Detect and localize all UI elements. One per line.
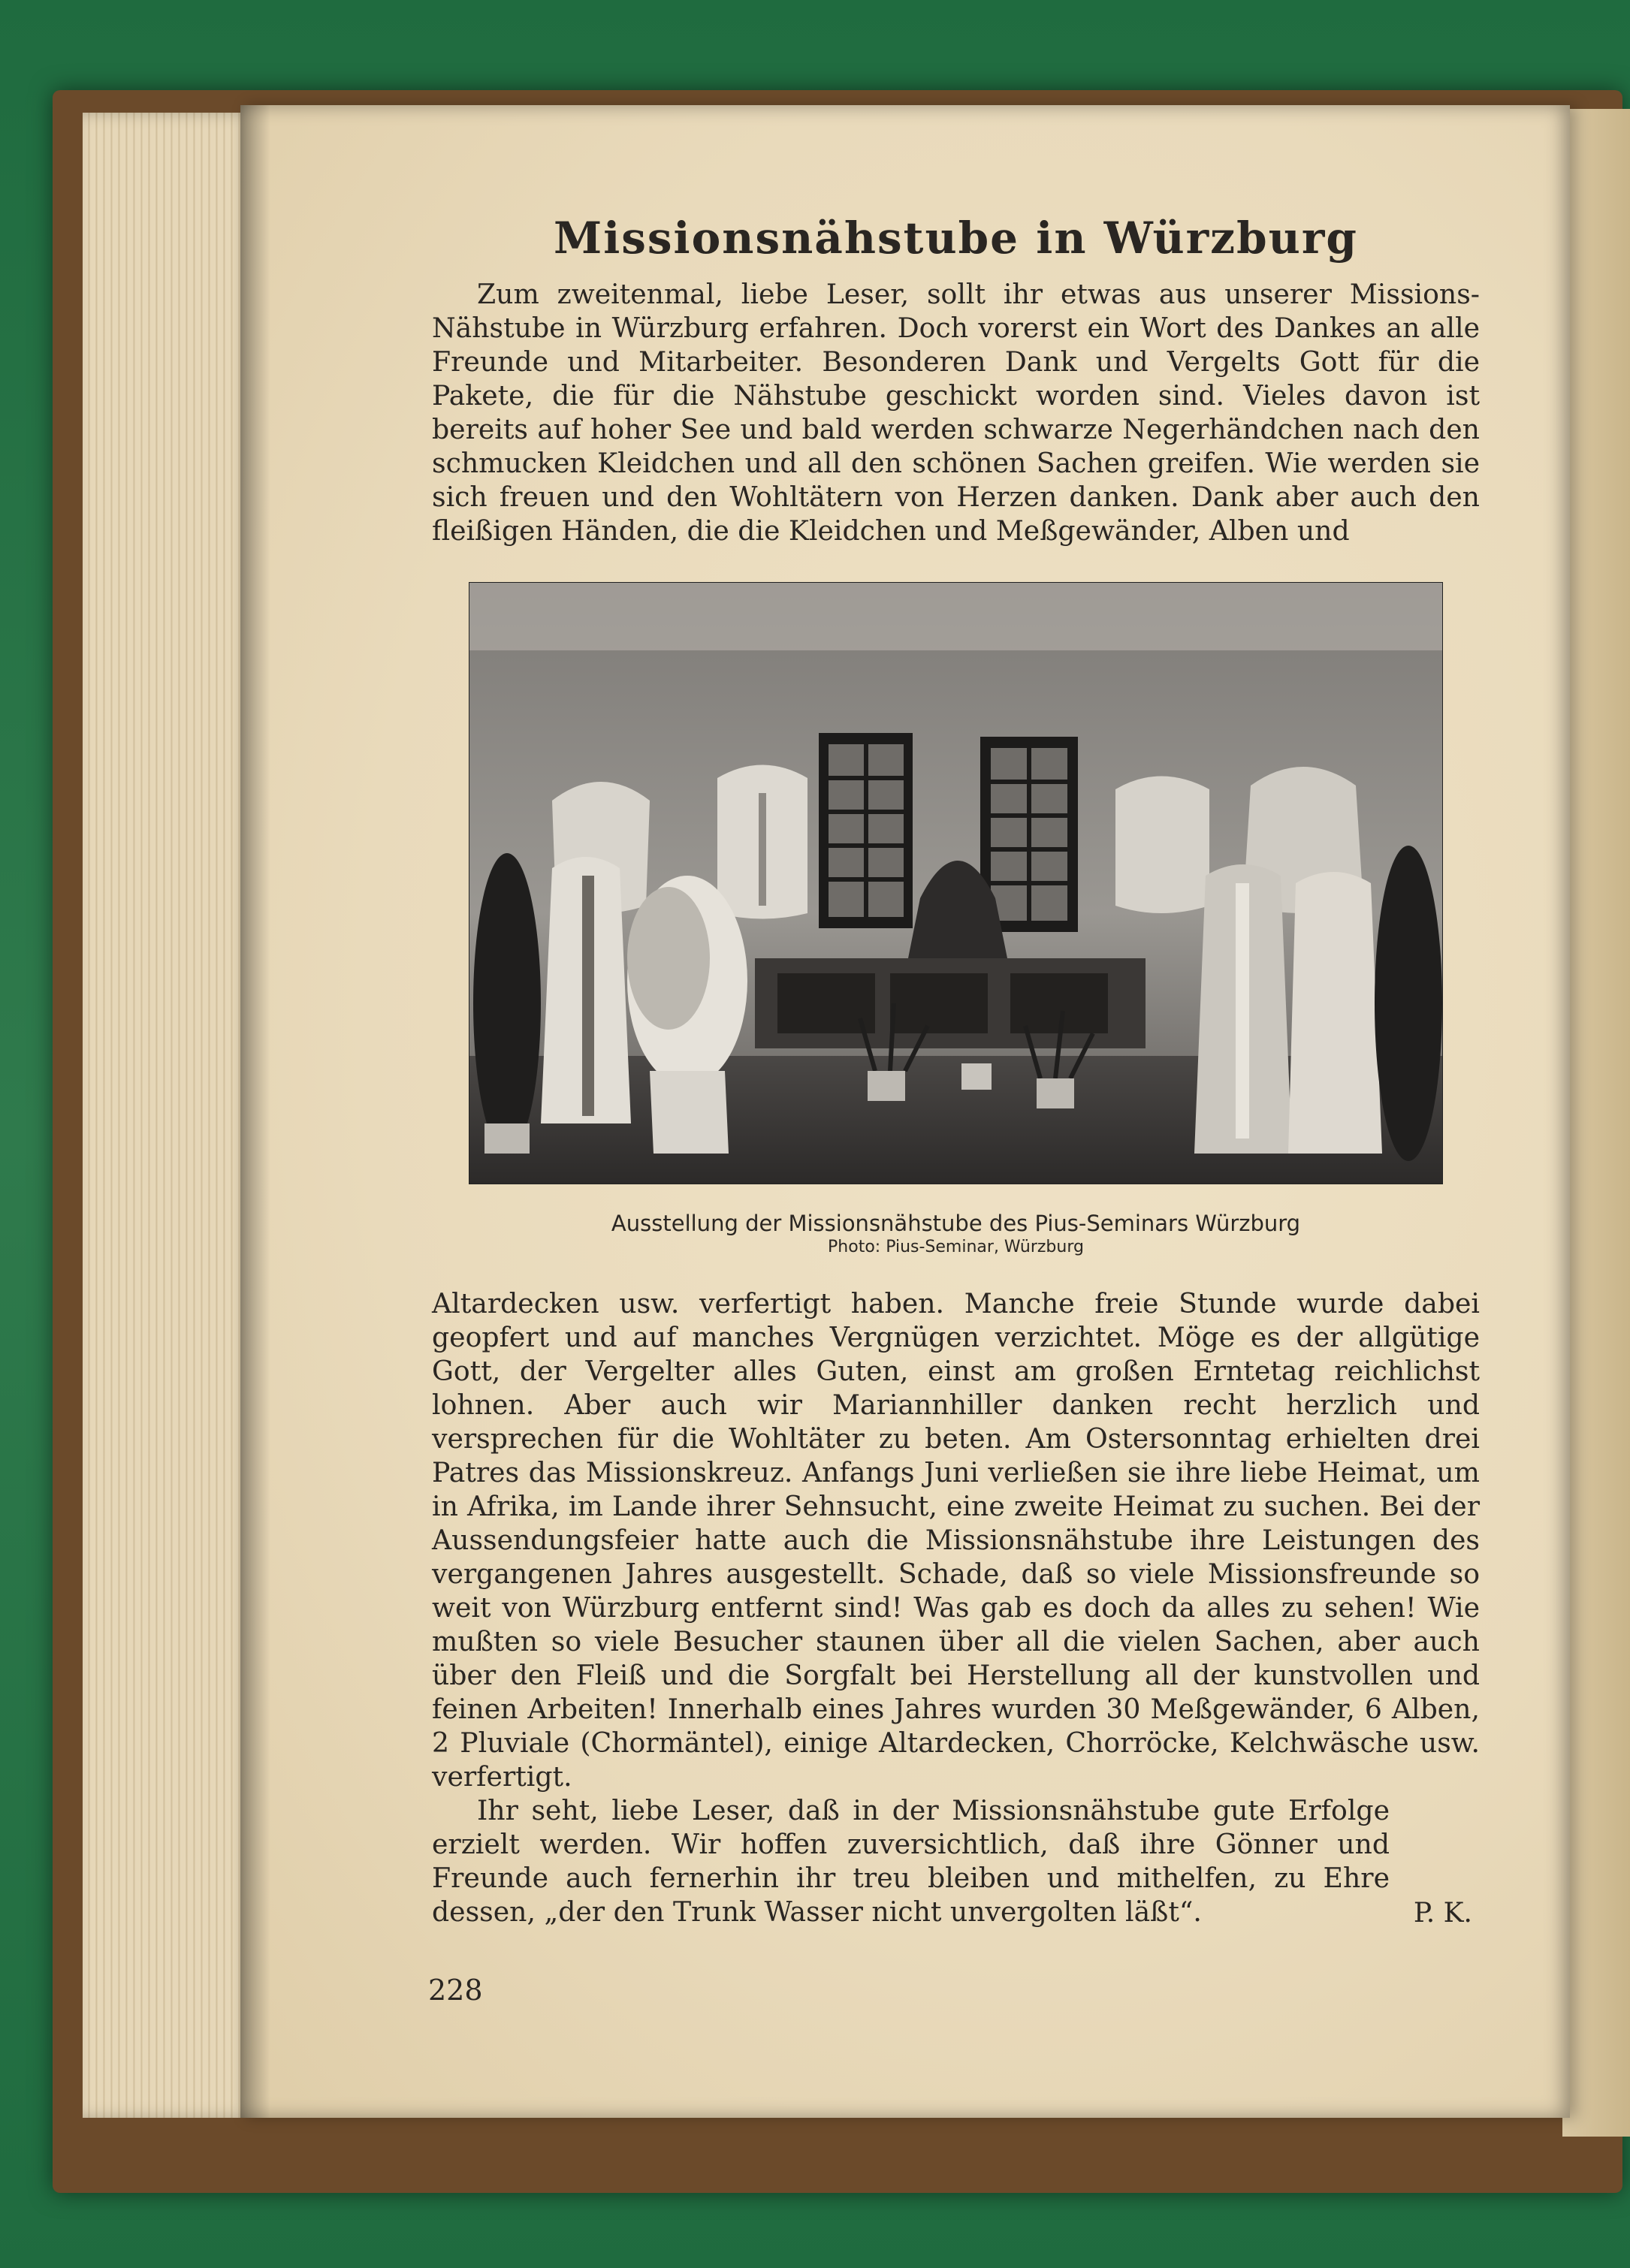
paragraph-closing: Ihr seht, liebe Leser, daß in der Missionsnähstube gute Erfolge erzielt werden. Wir hoffen zuversichtlich, daß ihre Gönner und Freunde auch fernerhin ihr treu bleiben und mithelfen, zu Ehre dessen, „der den Trunk Wasser nicht unvergolten läßt“. [432,1793,1390,1928]
page-gutter-shadow [240,105,270,2118]
paragraph-body: Altardecken usw. verfertigt haben. Manche freie Stunde wurde dabei geopfert und auf manches Vergnügen verzichtet. Möge es der allgütige Gott, der Vergelter alles Guten, einst am großen Erntetag reichlichst lohnen. Aber auch wir Mariannhiller danken recht herzlich und versprechen für die Wohltäter zu beten. Am Ostersonntag erhielten drei Patres das Missionskreuz. Anfangs Juni verließen sie ihre liebe Heimat, um in Afrika, im Lande ihrer Sehnsucht, eine zweite Heimat zu suchen. Bei der Aussendungsfeier hatte auch die Missionsnähstube ihre Leistungen des vergangenen Jahres ausgestellt. Schade, daß so viele Missionsfreunde so weit von Würzburg entfernt sind! Was gab es doch da alles zu sehen! Wie mußten so viele Besucher staunen über all die vielen Sachen, aber auch über den Fleiß und die Sorgfalt bei Herstellung all der kunstvollen und feinen Arbeiten! Innerhalb eines Jahres wurden 30 Meßgewänder, 6 Alben, 2 Pluviale (Chormäntel), einige Altardecken, Chorröcke, Kelchwäsche usw. verfertigt. [432,1286,1480,1793]
author-signature: P. K. [1413,1897,1472,1929]
exhibition-photo-illustration [469,583,1442,1184]
article-title: Missionsnähstube in Würzburg [554,213,1358,264]
book-cover-edge [1562,109,1630,2137]
window-left [819,733,913,928]
photo-credit: Photo: Pius-Seminar, Würzburg [828,1237,1084,1256]
closing-block [432,1793,1480,1929]
page-content [432,210,1480,1929]
photo-caption: Ausstellung der Missionsnähstube des Pius-Seminars Würzburg [611,1211,1301,1237]
exhibition-photo [469,582,1443,1184]
page-stack-edge [83,113,255,2118]
paragraph-intro: Zum zweitenmal, liebe Leser, sollt ihr etwas aus unserer Missions-Nähstube in Würzburg erfahren. Doch vorerst ein Wort des Dankes an alle Freunde und Mitarbeiter. Besonderen Dank und Vergelts Gott für die Pakete, die für die Nähstube geschickt worden sind. Vieles davon ist bereits auf hoher See und bald werden schwarze Negerhändchen nach den schmucken Kleidchen und all den schönen Sachen greifen. Wie werden sie sich freuen und den Wohltätern von Herzen danken. Dank aber auch den fleißigen Händen, die die Kleidchen und Meßgewänder, Alben und [432,278,1480,547]
page-number: 228 [428,1974,483,2007]
